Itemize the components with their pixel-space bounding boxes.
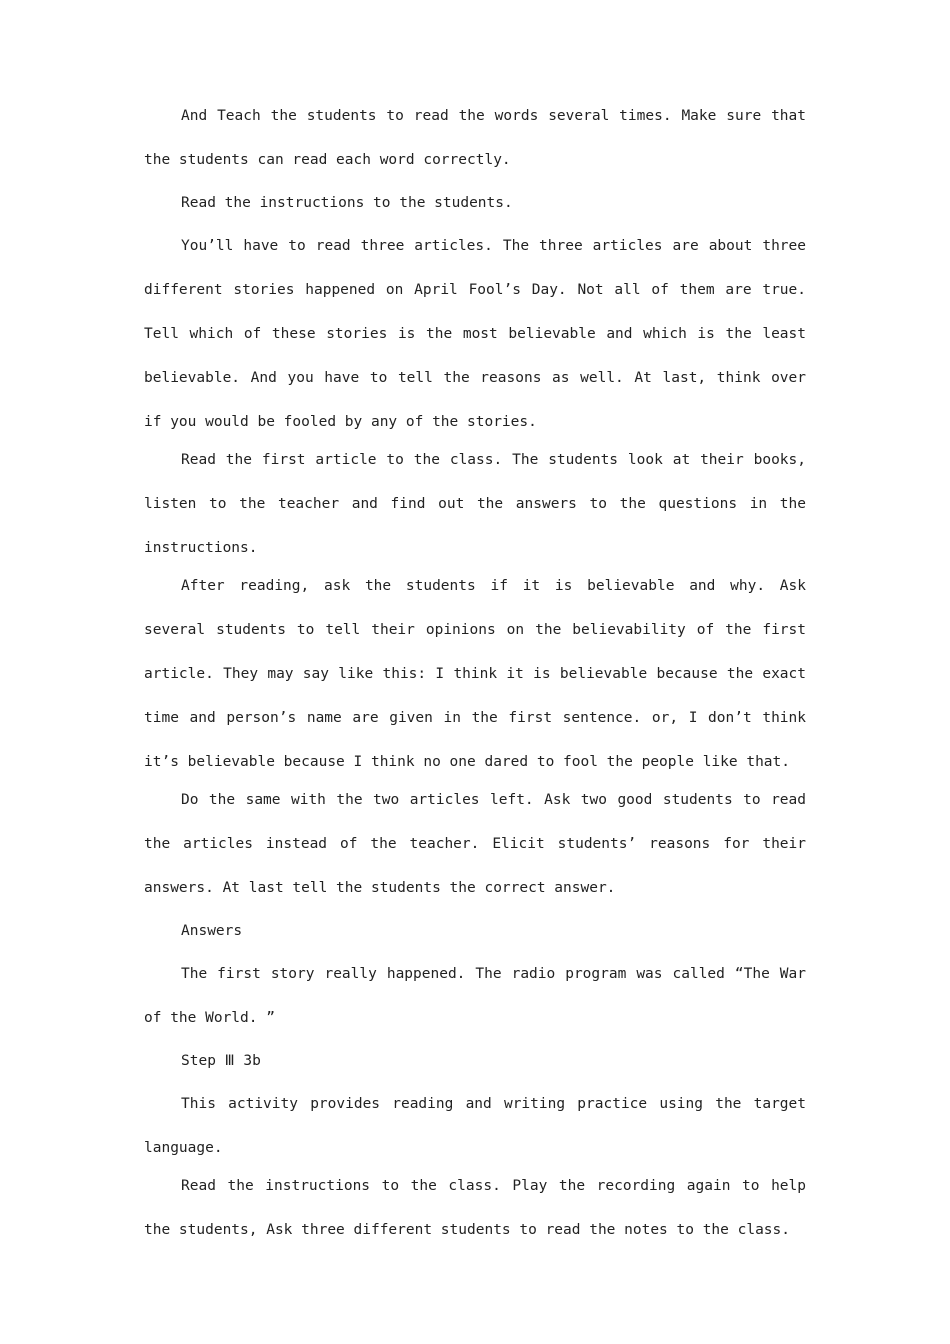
paragraph-first-article: Read the first article to the class. The students look at their books, listen to the teacher and find out the answers to the questions in the instructions. bbox=[144, 452, 806, 556]
paragraph-step-heading: Step Ⅲ 3b bbox=[181, 1053, 261, 1069]
paragraph-three-articles: You’ll have to read three articles. The three articles are about three different stories happened on April Fool’s Day. Not all of them are true. Tell which of these stories is the most believable and which is the least believable. And you have to tell the reasons as well. At last, think over if you would be fooled by any of the stories. bbox=[144, 238, 806, 430]
paragraph-answer-text: The first story really happened. The radio program was called “The War of the World. ” bbox=[144, 966, 806, 1026]
paragraph-after-reading: After reading, ask the students if it is believable and why. Ask several students to tell their opinions on the believability of the first article. They may say like this: I think it is believable because the exact time and person’s name are given in the first sentence. or, I don’t think it’s believable because I think no one dared to fool the people like that. bbox=[144, 578, 806, 770]
paragraph-play-recording: Read the instructions to the class. Play the recording again to help the students, Ask three different students to read the notes to the class. bbox=[144, 1178, 806, 1238]
paragraph-teach-words: And Teach the students to read the words several times. Make sure that the students can read each word correctly. bbox=[144, 108, 806, 168]
paragraph-same-with-two: Do the same with the two articles left. Ask two good students to read the articles instead of the teacher. Elicit students’ reasons for their answers. At last tell the students the correct answer. bbox=[144, 792, 806, 896]
paragraph-read-instructions: Read the instructions to the students. bbox=[181, 195, 513, 211]
paragraph-activity-practice: This activity provides reading and writing practice using the target language. bbox=[144, 1096, 806, 1156]
document-body bbox=[144, 108, 806, 1268]
paragraph-answers-heading: Answers bbox=[181, 923, 243, 939]
